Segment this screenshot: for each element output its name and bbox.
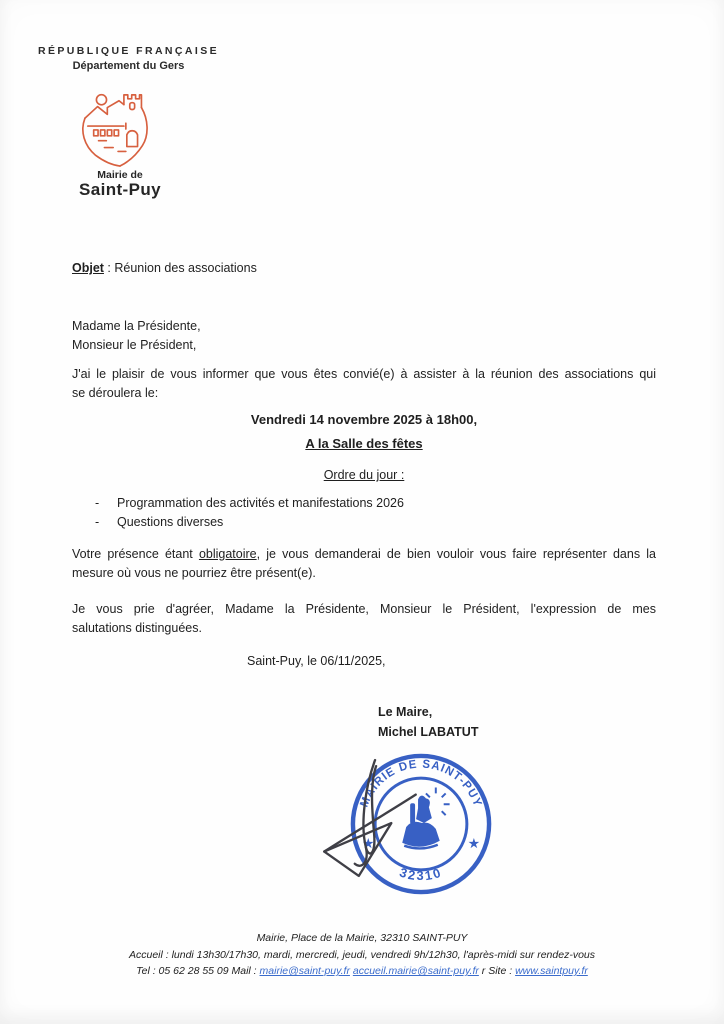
subject-text: Réunion des associations xyxy=(114,261,257,275)
footer-tel-mail-label: Tel : 05 62 28 55 09 Mail : xyxy=(136,965,260,977)
agenda-list xyxy=(72,494,656,532)
presence-line: mesure où vous ne pourriez être présent(e). xyxy=(72,566,316,580)
event-datetime: Vendredi 14 novembre 2025 à 18h00, xyxy=(250,412,478,427)
stamp-star-right-icon: ★ xyxy=(468,836,480,851)
letterhead xyxy=(38,45,219,72)
signer-title: Le Maire, xyxy=(378,705,433,719)
salutation-line: Monsieur le Président, xyxy=(72,338,197,352)
event-place: A la Salle des fêtes xyxy=(305,436,423,451)
agenda-title: Ordre du jour : xyxy=(323,468,405,482)
agenda-item-text: Programmation des activités et manifestations 2026 xyxy=(117,496,404,510)
intro-line: J'ai le plaisir de vous informer que vous êtes convié(e) à assister à la réunion des associations qui xyxy=(72,367,656,381)
footer-address: Mairie, Place de la Mairie, 32310 SAINT-PUY xyxy=(256,932,468,944)
stamp-ring-bottom-text: 32310 xyxy=(397,864,445,884)
subject-label: Objet xyxy=(72,261,104,275)
agenda-item xyxy=(72,513,656,532)
logo-city-label: Saint-Puy xyxy=(78,180,161,199)
subject-line xyxy=(72,261,257,275)
presence-paragraph xyxy=(72,545,656,583)
presence-text: , je vous demanderai de bien vouloir vous faire représenter dans la xyxy=(256,547,656,561)
email-link-primary[interactable]: mairie@saint-puy.fr xyxy=(259,965,350,977)
footer-separator: r xyxy=(478,965,489,977)
stamp-star-left-icon: ★ xyxy=(362,836,374,851)
closing-line: salutations distinguées. xyxy=(72,621,202,635)
signature-block xyxy=(72,702,656,742)
signer-name: Michel LABATUT xyxy=(378,725,479,739)
closing-line: Je vous prie d'agréer, Madame la Présidente, Monsieur le Président, l'expression de mes xyxy=(72,602,656,616)
agenda-item xyxy=(72,494,656,513)
website-link[interactable]: www.saintpuy.fr xyxy=(515,965,588,977)
closing-paragraph xyxy=(72,600,656,638)
salutation-line: Madame la Présidente, xyxy=(72,319,201,333)
footer-contacts xyxy=(0,963,724,980)
place-date-line: Saint-Puy, le 06/11/2025, xyxy=(247,654,386,668)
department-subtitle: Département du Gers xyxy=(72,60,185,72)
presence-text: Votre présence étant xyxy=(72,547,199,561)
intro-paragraph xyxy=(72,365,656,403)
contact-footer xyxy=(0,930,724,980)
letter-body xyxy=(72,317,656,742)
bullet-dash: - xyxy=(95,515,100,529)
intro-line: se déroulera le: xyxy=(72,386,159,400)
presence-underlined-word: obligatoire xyxy=(198,547,257,561)
footer-hours: Accueil : lundi 13h30/17h30, mardi, mercredi, jeudi, vendredi 9h/12h30, l'après-midi sur rendez-vous xyxy=(128,948,595,961)
village-crest-icon xyxy=(75,90,165,168)
presence-line xyxy=(72,545,656,564)
stamp-ring-top-text: MAIRIE DE SAINT-PUY xyxy=(356,756,486,810)
logo-org-label: Mairie de xyxy=(97,169,143,181)
agenda-item-text: Questions diverses xyxy=(117,515,224,529)
bullet-dash: - xyxy=(95,496,100,510)
republic-title: RÉPUBLIQUE FRANÇAISE xyxy=(38,45,220,57)
email-link-secondary[interactable]: accueil.mairie@saint-puy.fr xyxy=(352,965,479,977)
footer-site-label: Site : xyxy=(488,965,516,977)
subject-separator: : xyxy=(103,261,115,275)
mairie-logo xyxy=(53,90,187,200)
handwritten-signature xyxy=(314,756,428,880)
